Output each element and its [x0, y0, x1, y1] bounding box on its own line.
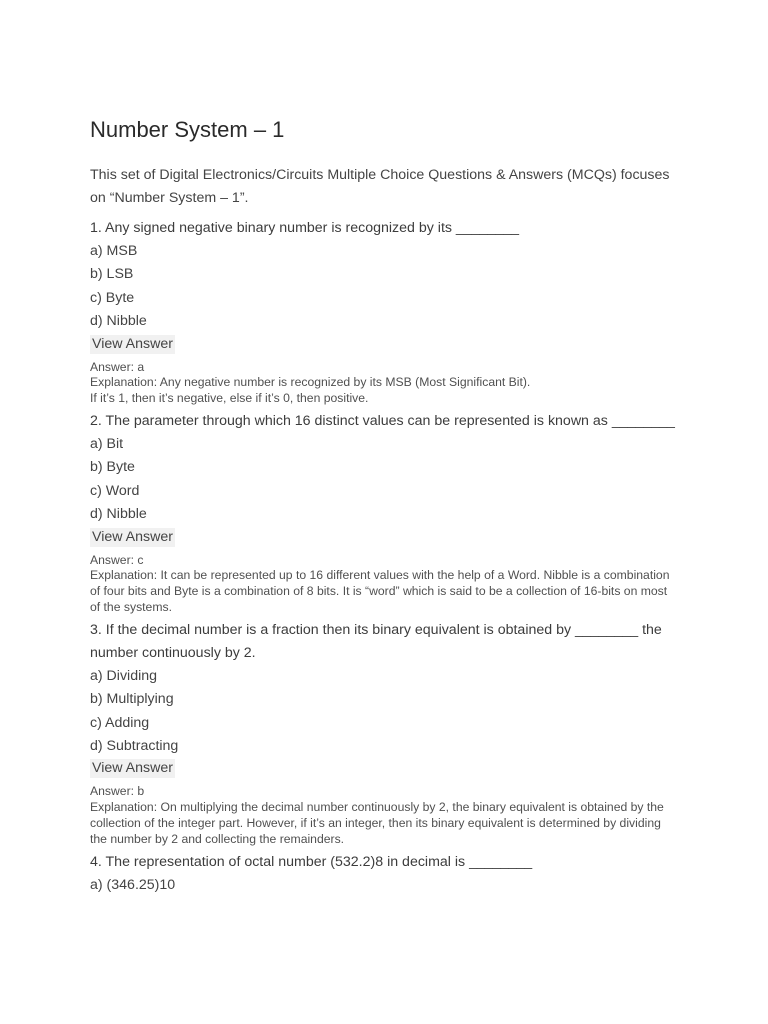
answer-block: [90, 784, 680, 847]
article-content: [90, 116, 680, 897]
explanation-text: Explanation: It can be represented up to 16 different values with the help of a Word. Nibble is a combination of four bits and Byte is a combination of 8 bits. It is “word” which is said to be a collection of 16-bits on most of the systems.: [90, 568, 670, 615]
answer-block: [90, 553, 680, 616]
question-text: 1. Any signed negative binary number is recognized by its ________: [90, 220, 520, 236]
explanation-text: Explanation: Any negative number is recognized by its MSB (Most Significant Bit). If it’s 1, then it’s negative, else if it’s 0, then positive.: [90, 375, 531, 406]
option-list: [90, 433, 680, 527]
question-block-3: [90, 619, 680, 848]
option-item: b) LSB: [90, 266, 134, 283]
view-answer-button[interactable]: View Answer: [92, 528, 173, 545]
option-list: [90, 240, 680, 334]
answer-text: Answer: c: [90, 552, 144, 567]
option-item: c) Byte: [90, 289, 135, 306]
question-text: 3. If the decimal number is a fraction then its binary equivalent is obtained by ________ the number continuously by 2.: [90, 621, 662, 661]
option-list: [90, 874, 680, 897]
view-answer-button[interactable]: View Answer: [92, 335, 173, 352]
answer-block: [90, 360, 680, 407]
intro-text: This set of Digital Electronics/Circuits Multiple Choice Questions & Answers (MCQs) focuses on “Number System – 1”.: [90, 167, 670, 206]
option-item: c) Word: [90, 482, 140, 499]
question-text: 4. The representation of octal number (532.2)8 in decimal is ________: [90, 853, 533, 870]
option-item: c) Adding: [90, 714, 150, 731]
answer-text: Answer: a: [90, 359, 145, 374]
option-item: a) Dividing: [90, 667, 158, 684]
option-item: b) Multiplying: [90, 691, 174, 708]
option-item: b) Byte: [90, 459, 135, 476]
question-text: 2. The parameter through which 16 distinct values can be represented is known as ________: [90, 413, 675, 430]
view-answer-button[interactable]: View Answer: [92, 760, 173, 777]
option-list: [90, 665, 680, 759]
explanation-text: Explanation: On multiplying the decimal number continuously by 2, the binary equivalent is obtained by the collection of the integer part. However, if it’s an integer, then its binary equivalent is determined by dividing the number by 2 and collecting the remainders.: [90, 800, 664, 846]
question-block-1: [90, 217, 680, 407]
option-item: d) Nibble: [90, 313, 147, 330]
question-block-4: [90, 851, 680, 897]
option-item: a) MSB: [90, 243, 138, 259]
option-item: d) Nibble: [90, 506, 147, 523]
answer-text: Answer: b: [90, 784, 145, 799]
page-title: Number System – 1: [90, 117, 285, 142]
option-item: d) Subtracting: [90, 738, 179, 755]
option-item: a) (346.25)10: [90, 876, 176, 893]
question-block-2: [90, 410, 680, 616]
option-item: a) Bit: [90, 436, 124, 453]
